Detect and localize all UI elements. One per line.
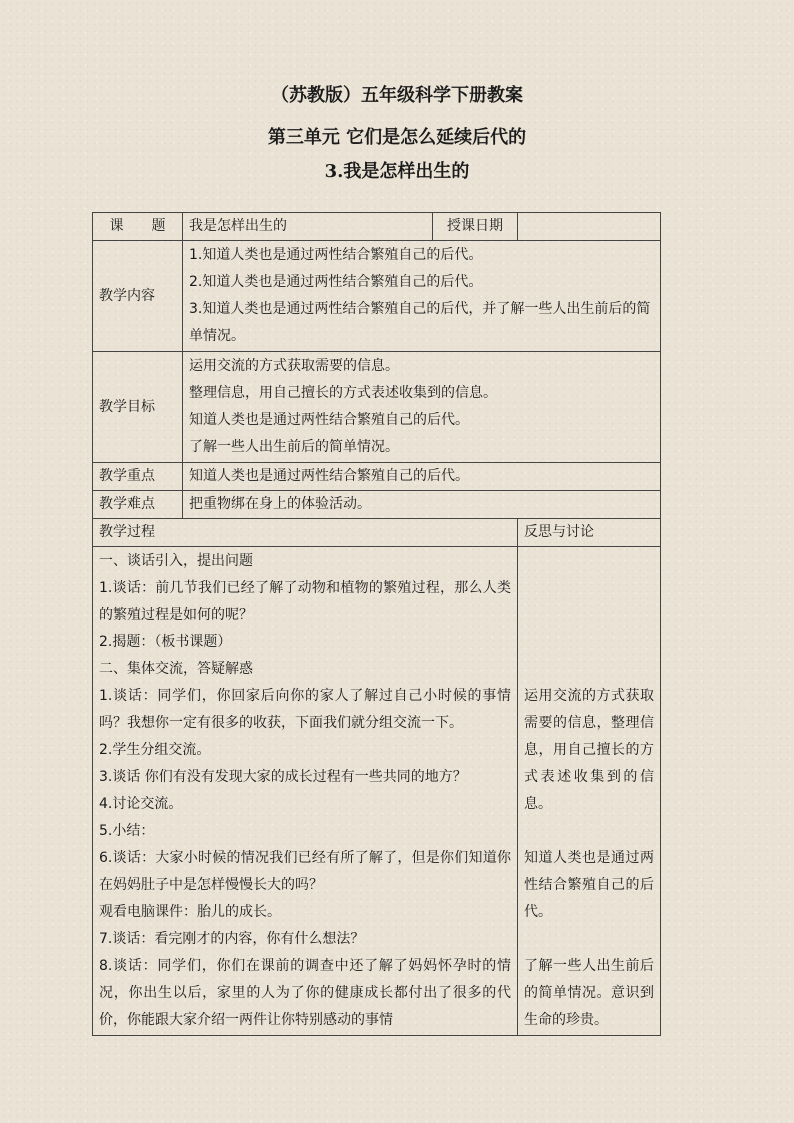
goal-row (93, 352, 661, 463)
process-line: 一、谈话引入，提出问题 (99, 553, 253, 569)
process-line: 2.揭题：（板书课题） (99, 634, 232, 650)
key-row (93, 463, 661, 491)
process-line: 1.谈话：同学们，你回家后向你的家人了解过自己小时候的事情吗？我想你一定有很多的收获，下面我们就分组交流一下。 (99, 688, 511, 731)
content-line: 1.知道人类也是通过两性结合繁殖自己的后代。 (189, 247, 483, 263)
topic-row (93, 213, 661, 241)
document-title: （苏教版）五年级科学下册教案 (271, 85, 523, 106)
process-line: 1.谈话：前几节我们已经了解了动物和植物的繁殖过程，那么人类的繁殖过程是如何的呢？ (99, 580, 511, 623)
reflect-block: 了解一些人出生前后的简单情况。意识到生命的珍贵。 (524, 957, 654, 1028)
content-cell (183, 241, 661, 352)
process-header-row (93, 519, 661, 547)
content-label: 教学内容 (93, 241, 183, 352)
reflect-block: 知道人类也是通过两性结合繁殖自己的后代。 (524, 849, 654, 920)
goal-label: 教学目标 (93, 352, 183, 463)
content-line: 3.知道人类也是通过两性结合繁殖自己的后代，并了解一些人出生前后的简单情况。 (189, 301, 651, 344)
key-label: 教学重点 (93, 463, 183, 491)
reflect-label: 反思与讨论 (518, 519, 661, 547)
goal-line: 整理信息，用自己擅长的方式表述收集到的信息。 (189, 385, 497, 401)
difficulty-value: 把重物绑在身上的体验活动。 (183, 491, 661, 519)
content-line: 2.知道人类也是通过两性结合繁殖自己的后代。 (189, 274, 483, 290)
lesson-title: 3.我是怎样出生的 (324, 161, 470, 182)
unit-title: 第三单元 它们是怎么延续后代的 (267, 127, 527, 148)
process-line: 7.谈话：看完刚才的内容，你有什么想法？ (99, 931, 365, 947)
process-line: 观看电脑课件：胎儿的成长。 (99, 904, 281, 920)
reflect-cell (518, 547, 661, 1036)
process-line: 5.小结： (99, 823, 155, 839)
title-block (0, 82, 794, 186)
process-line: 二、集体交流，答疑解惑 (99, 661, 253, 677)
process-line: 4.讨论交流。 (99, 796, 183, 812)
process-row (93, 547, 661, 1036)
process-line: 8.谈话：同学们，你们在课前的调查中还了解了妈妈怀孕时的情况，你出生以后，家里的人为了你的健康成长都付出了很多的代价，你能跟大家介绍一两件让你特别感动的事情 (99, 958, 511, 1028)
date-value (518, 213, 661, 241)
process-line: 3.谈话 你们有没有发现大家的成长过程有一些共同的地方？ (99, 769, 467, 785)
process-line: 6.谈话：大家小时候的情况我们已经有所了解了，但是你们知道你在妈妈肚子中是怎样慢慢长大的吗？ (99, 850, 511, 893)
goal-cell (183, 352, 661, 463)
key-value: 知道人类也是通过两性结合繁殖自己的后代。 (183, 463, 661, 491)
goal-line: 了解一些人出生前后的简单情况。 (189, 439, 399, 455)
process-line: 2.学生分组交流。 (99, 742, 211, 758)
content-row (93, 241, 661, 352)
difficulty-row (93, 491, 661, 519)
lesson-plan-table (92, 212, 661, 1036)
topic-label: 课 题 (93, 213, 183, 241)
process-cell (93, 547, 518, 1036)
process-label: 教学过程 (93, 519, 518, 547)
date-label: 授课日期 (433, 213, 518, 241)
goal-line: 运用交流的方式获取需要的信息。 (189, 358, 399, 374)
goal-line: 知道人类也是通过两性结合繁殖自己的后代。 (189, 412, 469, 428)
topic-value: 我是怎样出生的 (183, 213, 433, 241)
reflect-block: 运用交流的方式获取需要的信息，整理信息，用自己擅长的方式表述收集到的信息。 (524, 687, 654, 812)
difficulty-label: 教学难点 (93, 491, 183, 519)
